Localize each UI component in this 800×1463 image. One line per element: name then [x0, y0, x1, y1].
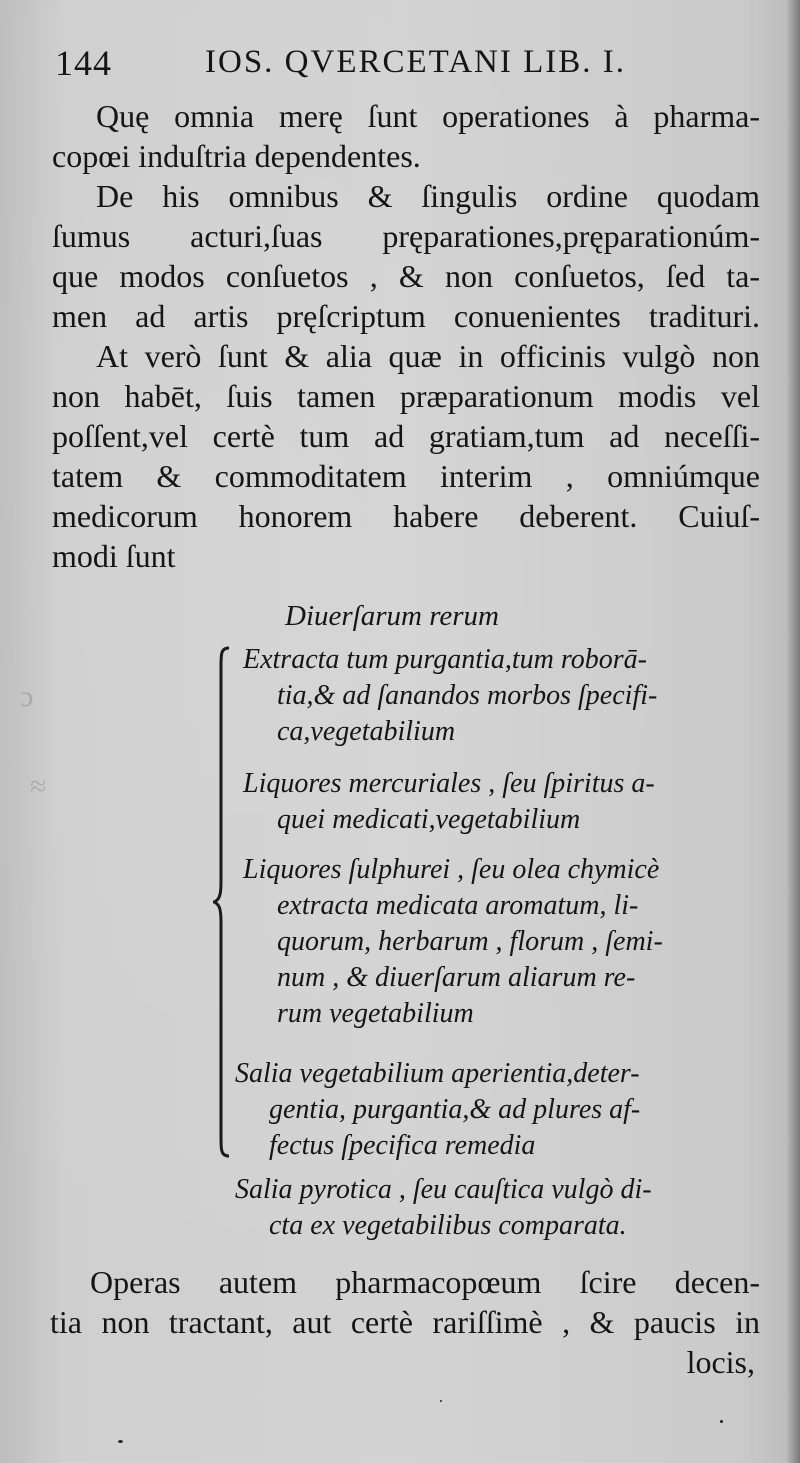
item-line: ca,vegetabilium	[277, 716, 456, 747]
table-item-salia-vegetabilium	[235, 1056, 755, 1164]
text-line: medicorum honorem habere deberent. Cuiuſ-	[52, 498, 760, 534]
item-line: tia,& ad ſanandos morbos ſpecifi-	[277, 680, 658, 711]
ink-speck	[118, 1440, 123, 1443]
running-head: IOS. QVERCETANI LIB. I.	[205, 44, 626, 80]
bleed-through: ≈	[30, 770, 47, 803]
main-text	[52, 96, 760, 576]
item-line: cta ex vegetabilibus comparata.	[269, 1210, 627, 1241]
text-line: tatem & commoditatem interim , omniúmque	[52, 458, 760, 494]
item-line: Extracta tum purgantia,tum roborā-	[243, 644, 647, 675]
item-line: Salia pyrotica , ſeu cauſtica vulgò di-	[235, 1174, 652, 1205]
item-line: quei medicati,vegetabilium	[277, 804, 581, 835]
closing-text-line-3	[50, 1342, 755, 1382]
text-line: que modos conſuetos , & non conſuetos, ſed ta-	[52, 258, 760, 294]
paragraph-2	[52, 176, 760, 336]
item-line: Salia vegetabilium aperientia,deter-	[235, 1058, 640, 1089]
table-item-extracta	[243, 642, 763, 750]
item-line: rum vegetabilium	[277, 998, 474, 1029]
item-line: num , & diuerſarum aliarum re-	[277, 962, 636, 993]
paragraph-1	[52, 96, 760, 176]
running-header	[50, 38, 750, 88]
item-line: Liquores ſulphurei , ſeu olea chymicè	[243, 854, 660, 885]
page-number: 144	[55, 43, 112, 83]
text-line: De his omnibus & ſingulis ordine quodam	[96, 178, 760, 214]
table-item-liquores-sulphurei	[243, 852, 763, 1032]
ink-speck	[720, 1420, 723, 1423]
text-line: Operas autem pharmacopœum ſcire decen-	[90, 1264, 760, 1300]
text-line: Quę omnia merę ſunt operationes à pharma-	[96, 98, 760, 134]
table-item-salia-pyrotica	[235, 1172, 755, 1244]
text-line: modi ſunt	[52, 538, 176, 574]
item-line: fectus ſpecifica remedia	[269, 1130, 536, 1161]
bleed-through: ɔ	[20, 680, 34, 713]
text-line: ſumus acturi,ſuas pręparationes,pręparationúm-	[52, 218, 760, 254]
text-line: locis,	[686, 1344, 755, 1380]
text-line: At verò ſunt & alia quæ in officinis vulgò non	[96, 338, 760, 374]
closing-text-line-1	[90, 1262, 760, 1302]
page-gutter-shadow	[786, 0, 800, 1463]
table-item-liquores-mercuriales	[243, 766, 763, 838]
text-line: non habēt, ſuis tamen præparationum modis vel	[52, 378, 760, 414]
text-line: poſſent,vel certè tum ad gratiam,tum ad neceſſi-	[52, 418, 760, 454]
item-line: quorum, herbarum , florum , ſemi-	[277, 926, 663, 957]
ink-speck	[440, 1400, 442, 1402]
item-line: Liquores mercuriales , ſeu ſpiritus a-	[243, 768, 655, 799]
text-line: men ad artis pręſcriptum conuenientes tradituri.	[52, 298, 760, 334]
paragraph-3	[52, 336, 760, 576]
curly-brace-icon	[213, 646, 231, 1158]
text-line: copœi induſtria dependentes.	[52, 138, 421, 174]
item-line: gentia, purgantia,& ad plures af-	[269, 1094, 641, 1125]
text-line: tia non tractant, aut certè rariſſimè , & paucis in	[50, 1304, 760, 1340]
item-line: extracta medicata aromatum, li-	[277, 890, 639, 921]
closing-text-line-2	[50, 1302, 760, 1342]
table-heading: Diuerſarum rerum	[285, 600, 500, 632]
